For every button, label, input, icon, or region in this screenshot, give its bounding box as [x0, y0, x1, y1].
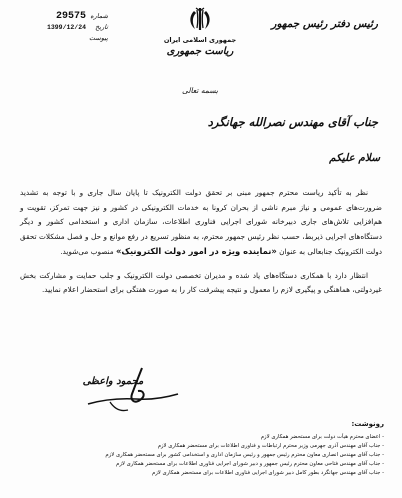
- cc-item: - جناب آقای مهندس انصاری معاون محترم رئیس جمهور و رئیس سازمان اداری و استخدامی کشور برای مستحضر همکاری لازم: [105, 452, 384, 458]
- cc-list: [14, 433, 384, 478]
- attachment-label: پیوست: [89, 34, 108, 42]
- cc-title: رونوشت:: [351, 420, 384, 428]
- salutation: جناب آقای مهندس نصرالله جهانگرد: [207, 115, 378, 129]
- body-paragraph-2-text: انتظار دارد با همکاری دستگاه‌های یاد شده و مدیران تخصصی دولت الکترونیک و جلب حمایت و مشارکت بخش غیردولتی، هماهنگی و پیگیری لازم را معمول و نتیجه پیشرفت کار را به صورت هفتگی برای استحضار اعلام نمایید.: [20, 270, 382, 294]
- meta-attachment-row: [8, 33, 108, 44]
- office-title: رئیس دفتر رئیس جمهور: [271, 18, 378, 30]
- body-paragraph-1-text: نظر به تأکید ریاست محترم جمهور مبنی بر تحقق دولت الکترونیک تا پایان سال جاری و با توجه به تشدید ضرورت‌های عمومی و نیاز مبرم ناشی از بحران کرونا به خدمات الکترونیکی در کشور و نیز جهت تمرکز، تقویت و هم‌افزایی تلاش‌های جاری دبیرخانه شورای اجرایی فناوری اطلاعات، سازمان اداری و استخدامی کشور و دیگر دستگاه‌های اجرایی ذیربط، حسب نظر رئیس جمهور محترم، به منظور تسریع در رفع موانع و حل و فصل مشکلات تحقق دولت الکترونیک جنابعالی به عنوان: [20, 188, 382, 256]
- cc-item: - جناب آقای مهندس فتاحی معاون محترم رئیس جمهور و دبیر شورای اجرایی فناوری اطلاعات برای مستحضر همکاری لازم: [116, 461, 384, 467]
- body-paragraph-1-end: منصوب می‌شوید.: [60, 247, 114, 256]
- cc-item: - جناب آقای مهندس جهانگرد بطور کامل دبیر شورای اجرایی فناوری اطلاعات برای مستحضر همکاری لازم: [151, 470, 384, 476]
- cc-item: - اعضای محترم هیأت دولت برای مستحضر همکاری لازم: [260, 434, 384, 440]
- letter-meta: [8, 11, 108, 44]
- body-paragraph-2: [20, 269, 382, 298]
- letter-number: 29575: [55, 11, 86, 22]
- greeting: سلام علیکم: [329, 152, 380, 164]
- meta-number-row: [8, 11, 108, 22]
- body-paragraph-1: [20, 186, 382, 260]
- presidency-title: ریاست جمهوری: [166, 46, 234, 57]
- handwritten-signature-icon: [80, 360, 190, 418]
- letter-date: 1399/12/24: [46, 24, 86, 31]
- signer-name: محمود واعظی: [82, 376, 144, 387]
- meta-date-row: [8, 22, 108, 33]
- iran-emblem-icon: [185, 6, 215, 34]
- letter-body: [20, 186, 382, 307]
- republic-name: جمهوری اسلامی ایران: [163, 36, 237, 44]
- date-label: تاریخ: [95, 23, 108, 31]
- number-label: شماره: [90, 12, 108, 20]
- cc-item: - جناب آقای مهندس آذری جهرمی وزیر محترم ارتباطات و فناوری اطلاعات برای مستحضر همکاری لازم: [157, 443, 384, 449]
- emphasis-title: «نماینده ویژه در امور دولت الکترونیک»: [115, 246, 277, 256]
- basmala: بسمه تعالی: [181, 86, 219, 95]
